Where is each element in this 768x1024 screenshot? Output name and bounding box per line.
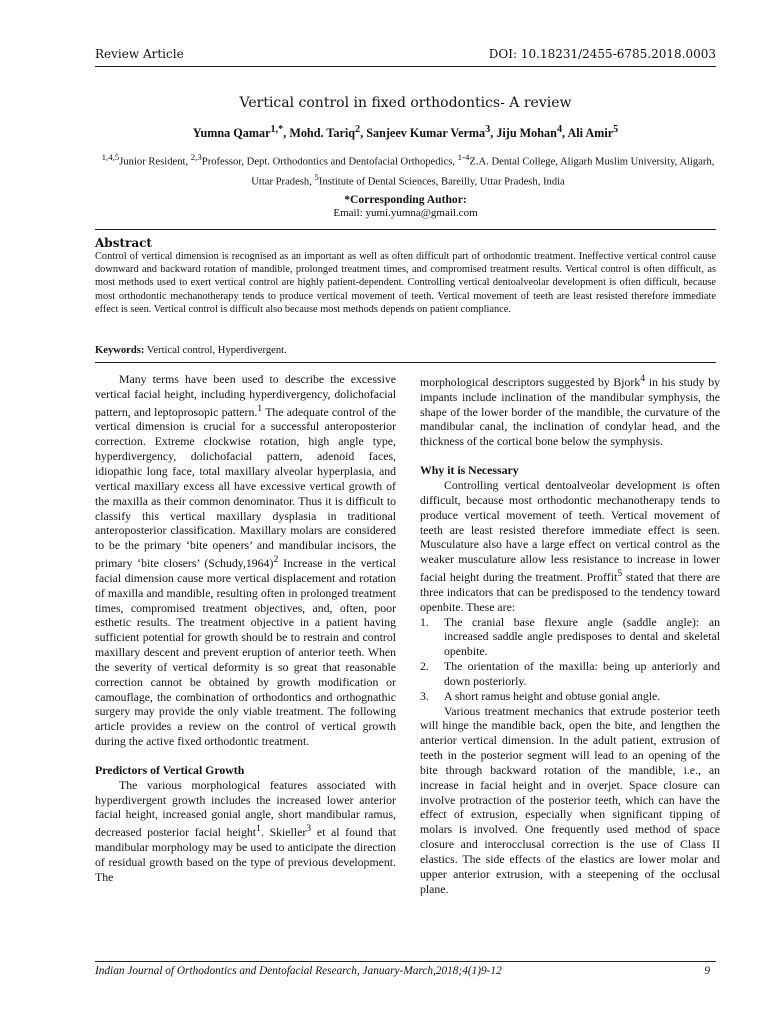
paragraph <box>95 778 396 885</box>
affil-text: Institute of Dental Sciences, Bareilly, Uttar Pradesh, India <box>318 176 565 188</box>
author-sup: 5 <box>613 124 619 135</box>
text-run: Increase in the vertical facial dimension cause more vertical displacement and rotation of maxilla and mandible, resulting often in prolonged treatment times, compromised treatment objectives, and, often, poor esthetic results. The treatment objective in a patient having sufficient potential for growth should be to restrain and control maxillary descent and prevent eruption of anterior teeth. When the severity of vertical deformity is so great that reasonable correction cannot be obtained by growth modification or camouflage, the combination of orthodontics and orthognathic surgery may provide the only viable treatment. The following article provides a review on the control of vertical growth during the active fixed orthodontic treatment. <box>95 555 396 749</box>
affiliations <box>100 150 716 189</box>
citation: 5 <box>617 568 623 580</box>
text-run: Many terms have been used to describe the excessive vertical facial height, including hyperdivergency, dolichofacial pattern, and leptoprosopic pattern. <box>95 372 396 419</box>
left-column <box>95 372 396 885</box>
abstract-top-rule <box>95 229 716 230</box>
running-header <box>95 47 716 65</box>
list-number: 2. <box>420 659 429 674</box>
article-title: Vertical control in fixed orthodontics- A review <box>239 95 572 111</box>
header-rule <box>95 66 716 67</box>
author-name: Mohd. Tariq <box>289 126 356 141</box>
author-sup: 3 <box>485 124 491 135</box>
text-run: The various morphological features associated with hyperdivergent growth includes the increased lower anterior facial height, increased gonial angle, short mandibular ramus, decreased posterior facial height <box>95 777 396 840</box>
article-type: Review Article <box>95 47 184 61</box>
affil-text: Professor, Dept. Orthodontics and Dentofacial Orthopedics, <box>201 156 458 168</box>
journal-citation: Indian Journal of Orthodontics and Dentofacial Research, January-March,2018;4(1)9-12 <box>95 965 502 977</box>
corresponding-email: Email: yumi.yumna@gmail.com <box>333 207 478 219</box>
citation: 4 <box>640 373 646 384</box>
list-text: The orientation of the maxilla: being up anteriorly and down posteriorly. <box>444 659 720 688</box>
page-number: 9 <box>704 965 710 977</box>
list-number: 1. <box>420 614 429 629</box>
list-item <box>420 659 720 689</box>
list-number: 3. <box>420 688 429 703</box>
corresponding-author-label: *Corresponding Author: <box>344 193 467 206</box>
author-sup: 4 <box>556 124 563 135</box>
affil-text: Junior Resident, <box>119 156 191 168</box>
citation: 2 <box>273 554 279 566</box>
text-run: The adequate control of the vertical dimension is crucial for a successful anteroposterior correction. Extreme clockwise rotation, high angle type, hyperdivergency, dolichofacial pattern, adenoid faces, idiopathic long face, total maxillary alveolar hyperplasia, and vertical maxillary excess all have excessive vertical growth of the maxilla as their common denominator. Thus it is difficult to classify this vertical maxillary dysplasia in traditional anteroposterior classification. Maxillary molars are considered to be the primary ‘bite openers’ and mandibular incisors, the primary ‘bite closers’ (Schudy,1964) <box>95 404 396 570</box>
section-heading: Predictors of Vertical Growth <box>95 762 245 777</box>
author-sup: 2 <box>355 124 361 135</box>
text-run: Controlling vertical dentoalveolar development is often difficult, because most orthodontic mechanotherapy tends to produce vertical movement of teeth. Vertical movement of teeth are least resisted therefore immediate effect is seen. Musculature also have a large effect on vertical control as the weaker musculature allow less resistance to increase in lower facial height during the treatment. Proffit <box>420 477 720 584</box>
affil-sup: 2,3 <box>190 152 202 162</box>
author-name: Ali Amir <box>567 126 614 141</box>
citation: 1 <box>256 823 261 835</box>
keywords <box>95 345 716 356</box>
list-text: The cranial base flexure angle (saddle angle): an increased saddle angle predisposes to dental and skeletal openbite. <box>444 614 720 659</box>
citation: 1 <box>257 402 263 414</box>
right-column <box>420 372 720 897</box>
list-item <box>420 615 720 660</box>
text-run: morphological descriptors suggested by Bjork <box>420 374 641 389</box>
affil-text: Z.A. Dental College, Aligarh Muslim University, Aligarh, Uttar Pradesh, <box>251 156 715 188</box>
section-heading: Why it is Necessary <box>420 463 519 478</box>
keywords-text: Vertical control, Hyperdivergent. <box>146 345 287 356</box>
affil-sup: 1,4,5 <box>101 152 120 162</box>
paragraph <box>420 478 720 615</box>
text-run: in his study by impants include inclination of the mandibular symphysis, the shape of the lower border of the mandible, the curvature of the mandibular canal, the inclination of condylar head, and the thickness of the cortical bone below the symphysis. <box>420 374 720 449</box>
paragraph: Various treatment mechanics that extrude posterior teeth will hinge the mandible back, open the bite, and lengthen the anterior vertical dimension. In the adult patient, extrusion of teeth in the posterior segment will lead to an opening of the bite through backward rotation of the mandible, i.e., an increase in facial height and in overjet. Space closure can involve protraction of the posterior teeth, which can have the effect of extrusion, especially when significant tipping of molars is involved. One frequently used method of space closure and interocclusal correction is the use of Class II elastics. The side effects of the elastics are lower molar and upper anterior extrusion, with a steepening of the occlusal plane. <box>420 703 720 896</box>
author-list: Yumna Qamar$^{1,*}$, Mohd. Tariq$^2$, Sanjeev Kumar Verma$^3$, Jiju Mohan$^4$, Ali Amir$^5$ <box>192 124 619 141</box>
keywords-rule <box>95 362 716 363</box>
abstract-text: Control of vertical dimension is recognised as an important as well as often difficult part of orthodontic treatment. Ineffective vertical control cause downward and backward rotation of mandible, prolonged treatment times, and compromised treatment results. Vertical control is often difficult, as most methods used to exert vertical control are highly patient-dependent. Controlling vertical dentoalveolar development is often difficult, because most orthodontic mechanotherapy tends to produce vertical movement of teeth. Vertical movement of teeth are least resisted therefore immediate effect is seen. Vertical control is difficult also because most methods depends on patient compliance. <box>95 251 716 315</box>
text-run: stated that there are three indicators that can be predisposed to the tendency toward openbite. These are: <box>420 569 721 614</box>
indicator-list <box>420 615 720 704</box>
affil-sup: 5 <box>314 171 319 182</box>
footer-rule <box>95 961 716 962</box>
text-run: et al found that mandibular morphology may be used to anticipate the direction of residual growth based on the type of previous development. The <box>95 825 396 884</box>
keywords-label: Keywords: <box>95 345 145 356</box>
author-name: Jiju Mohan <box>496 126 557 141</box>
affil-sup: 1-4 <box>457 152 470 162</box>
paragraph <box>95 372 396 749</box>
abstract-heading: Abstract <box>95 236 152 250</box>
citation: 3 <box>306 823 312 835</box>
paragraph <box>420 372 720 449</box>
author-sup: 1,* <box>270 124 284 135</box>
author-name: Sanjeev Kumar Verma <box>366 126 486 141</box>
text-run: . Skieller <box>260 825 307 840</box>
list-item <box>420 689 720 704</box>
author-name: Yumna Qamar <box>192 126 271 141</box>
list-text: A short ramus height and obtuse gonial angle. <box>444 688 661 703</box>
doi: DOI: 10.18231/2455-6785.2018.0003 <box>488 47 716 61</box>
